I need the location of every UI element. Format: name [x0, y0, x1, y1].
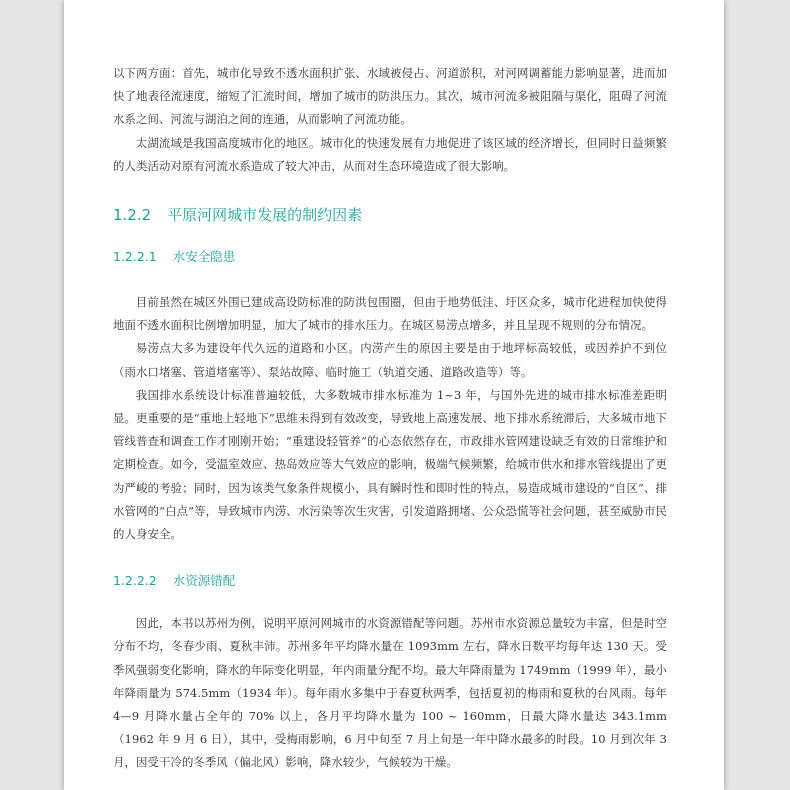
section-heading — [113, 205, 667, 225]
page-content — [113, 62, 667, 775]
subsection-number-2: 1.2.2.2 — [113, 573, 157, 589]
intro-paragraph-1: 以下两方面：首先，城市化导致不透水面积扩张、水域被侵占、河道淤积，对河网调蓄能力影响显著，进而加快了地表径流速度，缩短了汇流时间，增加了城市的防洪压力。其次，城市河流多被阻隔与渠化，阻碍了河流水系之间、河流与湖泊之间的连通，从而影响了河流功能。 — [113, 66, 667, 127]
water-resource-paragraph-1: 因此，本书以苏州为例，说明平原河网城市的水资源错配等问题。苏州市水资源总量较为丰富，但是时空分布不均，冬春少雨、夏秋丰沛。苏州多年平均降水量在 1093mm 左右，降水日数平均每年达 130 天。受季风强弱变化影响，降水的年际变化明显，年内雨量分配不均。最大年降雨量为 1749mm（1999 年），最小年降雨量为 574.5mm（1934 年）。每年雨水多集中于春夏秋两季，包括夏初的梅雨和夏秋的台风雨。每年 4—9 月降水量占全年的 70% 以上，各月平均降水量为 100 ~ 160mm，日最大降水量达 343.1mm（1962 年 9 月 6 日），其中，受梅雨影响，6 月中旬至 7 月上旬是一年中降水最多的时段。10 月到次年 3 月，因受干冷的冬季风（偏北风）影响，降水较少，气候较为干燥。 — [113, 616, 667, 770]
subsection-title-1: 水安全隐患 — [172, 249, 236, 265]
water-safety-paragraph-3: 我国排水系统设计标准普遍较低，大多数城市排水标准为 1~3 年，与国外先进的城市排水标准差距明显。更重要的是“重地上轻地下”思维未得到有效改变，导致地上高速发展、地下排水系统滞后，大多城市地下管线普查和调查工作才刚刚开始；“重建设轻管养”的心态依然存在，市政排水管网建设缺乏有效的日常维护和定期检查。如今，受温室效应、热岛效应等大气效应的影响，极端气候频繁，给城市供水和排水管线提出了更为严峻的考验；同时，因为该类气象条件规模小，具有瞬时性和即时性的特点，易造成城市建设的“自区”、排水管网的“白点”等，导致城市内涝、水污染等次生灾害，引发道路拥堵、公众恐慌等社会问题，甚至威胁市民的人身安全。 — [113, 387, 667, 542]
subsection-heading-2 — [113, 572, 667, 590]
water-safety-paragraph-2: 易涝点大多为建设年代久远的道路和小区。内涝产生的原因主要是由于地坪标高较低，或因养护不到位（雨水口堵塞、管道堵塞等）、泵站故障、临时施工（轨道交通、道路改造等）等。 — [113, 341, 667, 379]
book-page — [64, 0, 724, 790]
section-title: 平原河网城市发展的制约因素 — [167, 206, 363, 225]
water-safety-paragraph-1: 目前虽然在城区外围已建成高设防标准的防洪包围圈，但由于地势低洼、圩区众多，城市化进程加快使得地面不透水面积比例增加明显，加大了城市的排水压力。在城区易涝点增多，并且呈现不规则的分布情况。 — [113, 295, 667, 333]
section-number: 1.2.2 — [113, 206, 152, 225]
subsection-title-2: 水资源错配 — [172, 573, 236, 589]
subsection-heading-1 — [113, 248, 667, 266]
subsection-number-1: 1.2.2.1 — [113, 249, 157, 265]
intro-paragraph-2: 太湖流域是我国高度城市化的地区。城市化的快速发展有力地促进了该区域的经济增长，但同时日益频繁的人类活动对原有河流水系造成了较大冲击，从而对生态环境造成了很大影响。 — [113, 135, 667, 173]
